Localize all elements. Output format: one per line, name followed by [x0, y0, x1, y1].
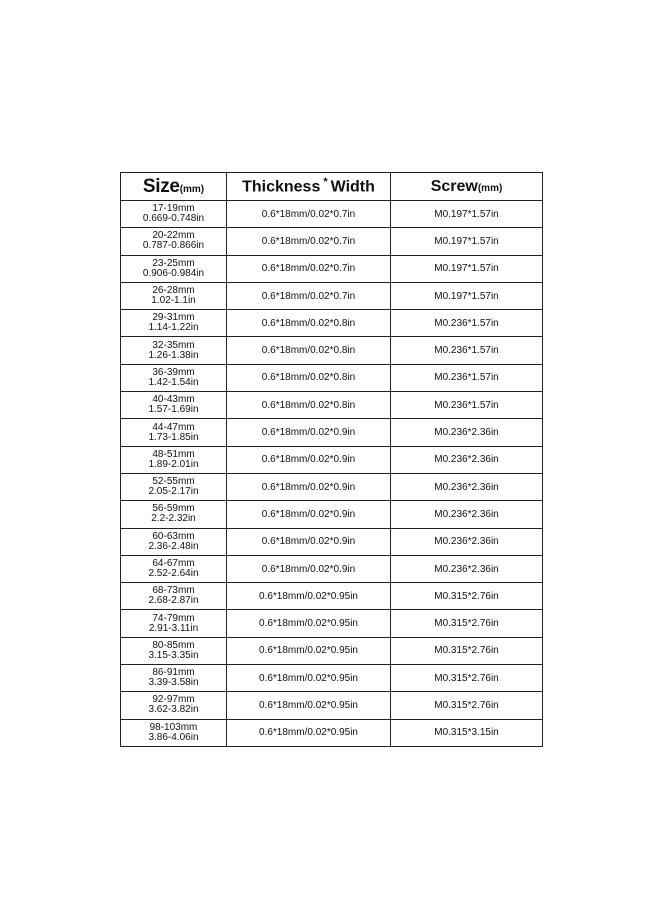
size-in: 1.42-1.54in [148, 376, 199, 388]
table-row [121, 719, 543, 746]
size-cell [121, 555, 227, 582]
size-mm: 44-47mm [152, 421, 195, 433]
size-cell [121, 719, 227, 746]
table-row [121, 610, 543, 637]
size-mm: 52-55mm [152, 476, 195, 488]
size-in: 1.02-1.1in [151, 295, 196, 307]
thickness-width-cell: 0.6*18mm/0.02*0.95in [227, 637, 391, 664]
thickness-width-cell: 0.6*18mm/0.02*0.8in [227, 364, 391, 391]
size-in: 0.669-0.748in [142, 213, 205, 225]
size-cell [121, 583, 227, 610]
thickness-width-cell: 0.6*18mm/0.02*0.8in [227, 392, 391, 419]
size-cell [121, 501, 227, 528]
table-row [121, 419, 543, 446]
size-mm: 68-73mm [152, 585, 195, 597]
table-row [121, 310, 543, 337]
thickness-width-cell: 0.6*18mm/0.02*0.95in [227, 610, 391, 637]
size-cell [121, 255, 227, 282]
size-mm: 64-67mm [152, 558, 195, 569]
thickness-width-cell: 0.6*18mm/0.02*0.9in [227, 446, 391, 473]
size-cell [121, 228, 227, 255]
screw-cell: M0.236*2.36in [391, 528, 543, 555]
size-cell [121, 392, 227, 419]
size-in: 0.906-0.984in [142, 267, 205, 279]
size-in: 1.89-2.01in [148, 458, 199, 470]
size-mm: 23-25mm [152, 257, 195, 269]
table-row [121, 337, 543, 364]
size-in: 2.36-2.48in [148, 540, 199, 552]
table-row [121, 282, 543, 309]
table-row [121, 446, 543, 473]
table-row [121, 665, 543, 692]
size-in: 0.787-0.866in [142, 240, 205, 252]
screw-cell: M0.315*2.76in [391, 583, 543, 610]
header-size [121, 173, 227, 201]
size-cell [121, 610, 227, 637]
size-cell [121, 310, 227, 337]
size-mm: 48-51mm [152, 448, 195, 460]
screw-cell: M0.197*1.57in [391, 255, 543, 282]
thickness-width-cell: 0.6*18mm/0.02*0.9in [227, 419, 391, 446]
table-row [121, 528, 543, 555]
table-row [121, 473, 543, 500]
screw-cell: M0.315*2.76in [391, 637, 543, 664]
size-mm: 98-103mm [149, 721, 198, 733]
header-screw [391, 173, 543, 201]
size-mm: 86-91mm [152, 667, 195, 679]
size-in: 1.14-1.22in [148, 322, 199, 334]
size-chart [120, 172, 542, 747]
screw-cell: M0.315*2.76in [391, 610, 543, 637]
size-cell [121, 201, 227, 228]
thickness-width-cell: 0.6*18mm/0.02*0.95in [227, 692, 391, 719]
thickness-width-cell: 0.6*18mm/0.02*0.7in [227, 255, 391, 282]
size-cell [121, 364, 227, 391]
thickness-width-cell: 0.6*18mm/0.02*0.9in [227, 501, 391, 528]
screw-cell: M0.236*1.57in [391, 337, 543, 364]
screw-cell: M0.315*3.15in [391, 719, 543, 746]
size-cell [121, 419, 227, 446]
table-row [121, 637, 543, 664]
size-cell [121, 637, 227, 664]
header-row [121, 173, 543, 201]
size-cell [121, 528, 227, 555]
screw-cell: M0.236*2.36in [391, 419, 543, 446]
size-mm: 36-39mm [152, 366, 195, 378]
screw-cell: M0.236*2.36in [391, 473, 543, 500]
size-in: 1.26-1.38in [148, 349, 199, 361]
size-mm: 40-43mm [152, 394, 195, 406]
size-in: 3.62-3.82in [148, 704, 199, 716]
thickness-width-cell: 0.6*18mm/0.02*0.8in [227, 337, 391, 364]
thickness-width-cell: 0.6*18mm/0.02*0.7in [227, 282, 391, 309]
size-in: 1.57-1.69in [148, 404, 199, 416]
screw-cell: M0.197*1.57in [391, 228, 543, 255]
thickness-width-cell: 0.6*18mm/0.02*0.9in [227, 528, 391, 555]
size-mm: 92-97mm [152, 694, 195, 706]
thickness-width-cell: 0.6*18mm/0.02*0.9in [227, 473, 391, 500]
size-in: 2.05-2.17in [148, 486, 199, 498]
size-in: 2.68-2.87in [148, 595, 199, 607]
table-row [121, 201, 543, 228]
table-row [121, 228, 543, 255]
size-mm: 80-85mm [152, 639, 195, 651]
screw-cell: M0.315*2.76in [391, 692, 543, 719]
thickness-width-cell: 0.6*18mm/0.02*0.95in [227, 583, 391, 610]
table-row [121, 255, 543, 282]
size-cell [121, 692, 227, 719]
size-cell [121, 473, 227, 500]
header-screw-unit: (mm) [477, 182, 503, 194]
size-in: 2.91-3.11in [148, 622, 199, 634]
size-in: 3.15-3.35in [148, 649, 199, 661]
table-row [121, 692, 543, 719]
screw-cell: M0.197*1.57in [391, 201, 543, 228]
screw-cell: M0.236*1.57in [391, 310, 543, 337]
thickness-width-cell: 0.6*18mm/0.02*0.95in [227, 719, 391, 746]
screw-cell: M0.236*1.57in [391, 364, 543, 391]
table-row [121, 583, 543, 610]
table-row [121, 364, 543, 391]
size-in: 3.39-3.58in [148, 677, 199, 689]
screw-cell: M0.315*2.76in [391, 665, 543, 692]
thickness-width-cell: 0.6*18mm/0.02*0.8in [227, 310, 391, 337]
table-row [121, 501, 543, 528]
header-size-label: Size [142, 175, 180, 197]
thickness-width-cell: 0.6*18mm/0.02*0.95in [227, 665, 391, 692]
header-screw-label: Screw [430, 177, 478, 195]
size-cell [121, 282, 227, 309]
size-mm: 32-35mm [152, 339, 195, 351]
screw-cell: M0.236*1.57in [391, 392, 543, 419]
size-mm: 60-63mm [152, 530, 195, 542]
screw-cell: M0.197*1.57in [391, 282, 543, 309]
table-row [121, 555, 543, 582]
size-cell [121, 337, 227, 364]
screw-cell: M0.236*2.36in [391, 555, 543, 582]
size-cell [121, 446, 227, 473]
header-thickness-width [227, 173, 391, 201]
screw-cell: M0.236*2.36in [391, 446, 543, 473]
header-size-unit: (mm) [179, 183, 205, 195]
size-mm: 17-19mm [152, 203, 195, 215]
size-mm: 29-31mm [152, 312, 195, 324]
size-in: 3.86-4.06in [148, 731, 199, 743]
size-mm: 26-28mm [152, 285, 195, 297]
header-thickness-label: Thickness [242, 178, 321, 196]
size-table [120, 172, 543, 747]
size-mm: 74-79mm [152, 612, 195, 624]
size-cell [121, 665, 227, 692]
thickness-width-cell: 0.6*18mm/0.02*0.7in [227, 201, 391, 228]
header-thickness-separator: * [323, 176, 328, 189]
thickness-width-cell: 0.6*18mm/0.02*0.9in [227, 555, 391, 582]
table-row [121, 392, 543, 419]
screw-cell: M0.236*2.36in [391, 501, 543, 528]
size-mm: 56-59mm [152, 503, 195, 515]
size-in: 2.52-2.64in [148, 568, 199, 579]
size-in: 1.73-1.85in [148, 431, 199, 443]
header-width-label: Width [330, 178, 375, 196]
thickness-width-cell: 0.6*18mm/0.02*0.7in [227, 228, 391, 255]
size-in: 2.2-2.32in [151, 513, 196, 525]
size-mm: 20-22mm [152, 230, 195, 242]
